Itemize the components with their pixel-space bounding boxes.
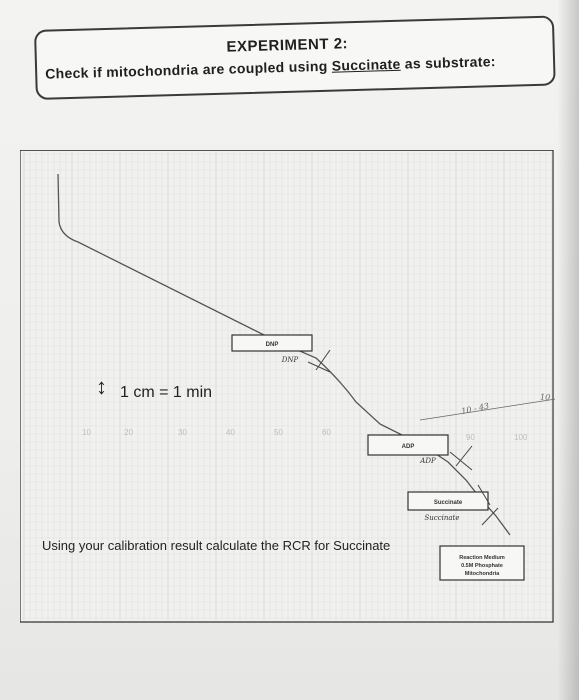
- adp-handwritten: ADP: [420, 457, 436, 465]
- x-tick: 10: [82, 428, 91, 437]
- succinate-label: Succinate: [433, 500, 463, 506]
- phosphate-line: 0.5M Phosphate: [461, 563, 503, 569]
- dnp-handwritten: DNP: [281, 356, 299, 364]
- experiment-heading: EXPERIMENT 2:: [226, 35, 349, 56]
- x-tick: 60: [322, 428, 331, 437]
- x-tick: 90: [466, 433, 475, 442]
- dnp-label: DNP: [265, 342, 279, 348]
- scale-note: 1 cm = 1 min: [120, 384, 213, 401]
- experiment-title-box: [34, 15, 556, 99]
- reaction-medium-line: Reaction Medium: [459, 555, 505, 561]
- x-tick: 30: [178, 428, 187, 437]
- page-shadow: [557, 0, 579, 700]
- succinate-handwritten: Succinate: [424, 514, 460, 522]
- corner-handwriting: 10: [540, 393, 551, 402]
- x-tick: 20: [124, 428, 133, 437]
- scale-arrow-icon: ↕: [96, 374, 107, 399]
- mitochondria-line: Mitochondria: [464, 571, 500, 577]
- rcr-question: Using your calibration result calculate the RCR for Succinate: [42, 538, 391, 553]
- subtitle-text: Check if mitochondria are coupled using: [45, 57, 332, 82]
- x-tick: 100: [514, 433, 528, 442]
- handwritten-note: 10 - 43: [460, 401, 490, 416]
- x-tick: 40: [226, 428, 235, 437]
- substrate-name: Succinate: [331, 55, 401, 74]
- adp-label: ADP: [401, 444, 415, 450]
- x-tick: 50: [274, 428, 283, 437]
- subtitle-suffix: as substrate:: [400, 53, 496, 72]
- experiment-subtitle: [45, 53, 496, 82]
